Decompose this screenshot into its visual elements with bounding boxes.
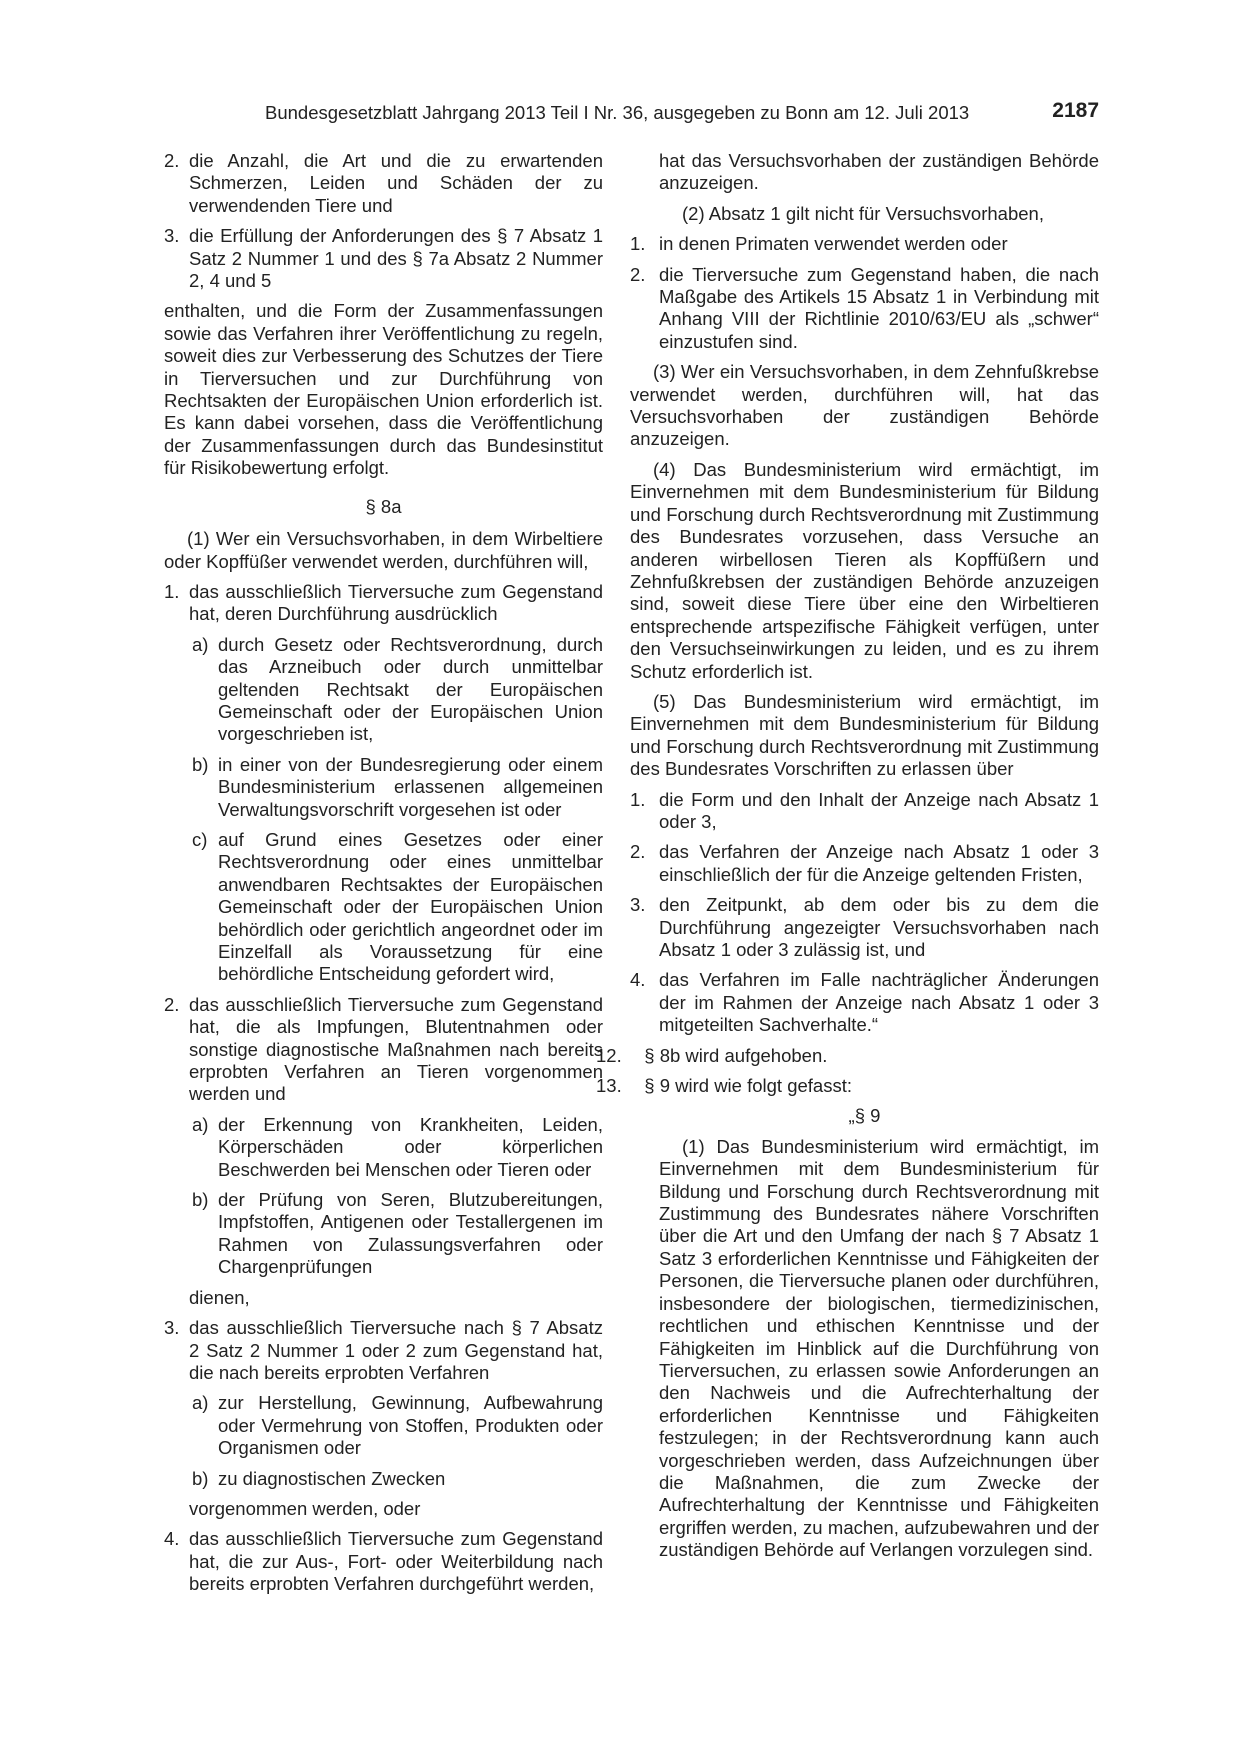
item-letter: b) [192, 753, 209, 775]
section-heading: „§ 9 [848, 1105, 881, 1127]
sub-list-item [164, 829, 603, 986]
item-text: die Form und den Inhalt der Anzeige nach Absatz 1 oder 3, [659, 788, 1099, 832]
item-text: die Anzahl, die Art und die zu erwartenden Schmerzen, Leiden und Schäden der zu verwendenden Tiere und [189, 150, 603, 216]
item-text: der Prüfung von Seren, Blutzubereitungen, Impfstoffen, Antigenen oder Testallergenen im Rahmen von Zulassungsverfahren oder Chargenprüfungen [218, 1189, 603, 1278]
list-item [164, 994, 603, 1106]
sub-list-item [164, 1189, 603, 1279]
paragraph: (1) Das Bundesministerium wird ermächtigt, im Einvernehmen mit dem Bundesministerium für Bildung und Forschung durch Rechtsverordnung mit Zustimmung des Bundesrates nähere Vorschriften über die Art und den Umfang der nach § 7 Absatz 1 Satz 3 erforderlichen Kenntnisse und Fähigkeiten der Personen, die Tierversuche planen oder durchführen, insbesondere der biologischen, tiermedizinischen, rechtlichen und ethischen Kenntnisse und der Fähigkeiten im Hinblick auf die Durchführung von Tierversuchen, zu erlassen sowie Anforderungen an den Nachweis und die Aufrechterhaltung der erforderlichen Kenntnisse und Fähigkeiten festzulegen; in der Rechtsverordnung kann auch vorgeschrieben werden, dass Aufzeichnungen über die Maßnahmen, die zum Zwecke der Aufrechterhaltung der Kenntnisse und Fähigkeiten ergriffen werden, zu machen, aufzubewahren und der zuständigen Behörde auf Verlangen vorzulegen sind. [659, 1135, 1099, 1561]
paragraph: enthalten, und die Form der Zusammenfassungen sowie das Verfahren ihrer Veröffentlichung zu regeln, soweit dies zur Verbesserung des Schutzes der Tiere in Tierversuchen und zur Durchführung von Rechtsakten der Europäischen Union erforderlich ist. Es kann dabei vorsehen, dass die Veröffentlichung der Zusammenfassungen durch das Bundesinstitut für Risikobewertung erfolgt. [164, 300, 603, 479]
item-number: 2. [630, 841, 646, 863]
item-tail: dienen, [189, 1286, 250, 1308]
item-text: zur Herstellung, Gewinnung, Aufbewahrung oder Vermehrung von Stoffen, Produkten oder Organismen oder [218, 1392, 603, 1459]
list-item [164, 1317, 603, 1384]
item-letter: c) [192, 828, 208, 850]
item-tail: vorgenommen werden, oder [189, 1497, 421, 1519]
item-text: die Tierversuche zum Gegenstand haben, die nach Maßgabe des Artikels 15 Absatz 1 in Verbindung mit Anhang VIII der Richtlinie 2010/63/EU als „schwer“ einzustufen sind. [659, 263, 1099, 352]
item-text: den Zeitpunkt, ab dem oder bis zu dem die Durchführung angezeigter Versuchsvorhaben nach Absatz 1 oder 3 zulässig ist, und [659, 894, 1099, 960]
item-letter: a) [192, 1113, 209, 1135]
item-text: das ausschließlich Tierversuche zum Gegenstand hat, die zur Aus-, Fort- oder Weiterbildung nach bereits erprobten Verfahren durchgeführt werden, [189, 1528, 603, 1595]
sub-list-item [164, 1392, 603, 1459]
amendment-item [596, 1075, 1099, 1097]
page-number: 2187 [1052, 99, 1099, 122]
item-text: der Erkennung von Krankheiten, Leiden, Körperschäden oder körperlichen Beschwerden bei Menschen oder Tieren oder [218, 1113, 603, 1180]
item-text: das ausschließlich Tierversuche zum Gegenstand hat, deren Durchführung ausdrücklich [189, 580, 603, 625]
item-number: 1. [164, 580, 180, 602]
item-text: in denen Primaten verwendet werden oder [659, 233, 1008, 255]
page-header [0, 101, 1241, 131]
item-number: 2. [630, 263, 646, 285]
item-text: das ausschließlich Tierversuche zum Gegenstand hat, die als Impfungen, Blutentnahmen oder sonstige diagnostische Maßnahmen nach bereits erprobten Verfahren an Tieren vorgenommen werden und [189, 993, 603, 1105]
list-item [164, 225, 603, 292]
section-heading: § 8a [365, 495, 402, 517]
running-head: Bundesgesetzblatt Jahrgang 2013 Teil I Nr. 36, ausgegeben zu Bonn am 12. Juli 2013 [265, 102, 970, 123]
item-text: durch Gesetz oder Rechtsverordnung, durch das Arzneibuch oder durch unmittelbar geltenden Rechtsakt der Europäischen Gemeinschaft oder der Europäischen Union vorgeschrieben ist, [218, 633, 603, 745]
amendment-number: 13. [596, 1075, 622, 1097]
sub-list-item [164, 754, 603, 821]
item-letter: b) [192, 1467, 209, 1489]
list-item [630, 264, 1099, 354]
item-text: das Verfahren der Anzeige nach Absatz 1 oder 3 einschließlich der für die Anzeige geltenden Fristen, [659, 841, 1099, 885]
item-number: 1. [630, 233, 646, 255]
sub-list-item [164, 1114, 603, 1181]
left-column [164, 150, 603, 1604]
amendment-number: 12. [596, 1044, 622, 1066]
paragraph: hat das Versuchsvorhaben der zuständigen Behörde anzuzeigen. [659, 150, 1099, 194]
item-text: in einer von der Bundesregierung oder einem Bundesministerium erlassenen allgemeinen Verwaltungsvorschrift vorgesehen ist oder [218, 753, 603, 820]
item-text: die Erfüllung der Anforderungen des § 7 Absatz 1 Satz 2 Nummer 1 und des § 7a Absatz 2 Nummer 2, 4 und 5 [189, 225, 603, 292]
item-number: 3. [164, 225, 180, 247]
sub-list-item [164, 634, 603, 746]
item-number: 1. [630, 788, 646, 810]
item-number: 3. [164, 1317, 180, 1339]
item-text: auf Grund eines Gesetzes oder einer Rechtsverordnung oder eines unmittelbar anwendbaren Rechtsaktes der Europäischen Gemeinschaft oder der Europäischen Union behördlich oder gerichtlich angeordnet oder im Einzelfall als Voraussetzung für eine behördliche Entscheidung gefordert wird, [218, 828, 603, 985]
list-item [630, 969, 1099, 1036]
list-item [630, 841, 1099, 886]
item-letter: a) [192, 633, 209, 655]
paragraph: (4) Das Bundesministerium wird ermächtigt, im Einvernehmen mit dem Bundesministerium für Bildung und Forschung durch Rechtsverordnung mit Zustimmung des Bundesrates vorzusehen, dass Versuche an anderen wirbellosen Tieren als Kopffüßern und Zehnfußkrebsen der zuständigen Behörde anzuzeigen sind, soweit diese Tiere über eine den Wirbeltieren entsprechende artspezifische Fähigkeit verfügen, unter den Versuchseinwirkungen zu leiden, und es zu ihrem Schutz erforderlich ist. [630, 458, 1099, 682]
list-item [164, 581, 603, 626]
sub-list-item [164, 1468, 603, 1490]
amendment-text: § 9 wird wie folgt gefasst: [644, 1075, 852, 1097]
item-text: zu diagnostischen Zwecken [218, 1467, 446, 1489]
paragraph: (3) Wer ein Versuchsvorhaben, in dem Zehnfußkrebse verwendet werden, durchführen will, hat das Versuchsvorhaben der zuständigen Behörde anzuzeigen. [630, 361, 1099, 450]
item-number: 4. [164, 1528, 180, 1550]
paragraph: (1) Wer ein Versuchsvorhaben, in dem Wirbeltiere oder Kopffüßer verwendet werden, durchführen will, [164, 528, 603, 572]
item-number: 3. [630, 894, 646, 916]
paragraph: (2) Absatz 1 gilt nicht für Versuchsvorhaben, [682, 202, 1044, 224]
amendment-item [596, 1044, 1099, 1067]
list-item [164, 150, 603, 217]
right-column [596, 150, 1099, 1562]
item-number: 2. [164, 150, 180, 171]
list-item [630, 233, 1099, 255]
paragraph: (5) Das Bundesministerium wird ermächtigt, im Einvernehmen mit dem Bundesministerium für Bildung und Forschung durch Rechtsverordnung mit Zustimmung des Bundesrates Vorschriften zu erlassen über [630, 690, 1099, 780]
list-item [630, 789, 1099, 834]
item-letter: a) [192, 1392, 209, 1414]
item-letter: b) [192, 1189, 209, 1211]
amendment-text: § 8b wird aufgehoben. [644, 1044, 828, 1066]
item-number: 4. [630, 969, 646, 991]
list-item [164, 1528, 603, 1595]
list-item [630, 894, 1099, 961]
item-number: 2. [164, 993, 180, 1015]
item-text: das ausschließlich Tierversuche nach § 7 Absatz 2 Satz 2 Nummer 1 oder 2 zum Gegenstand hat, die nach bereits erprobten Verfahren [189, 1317, 603, 1383]
item-text: das Verfahren im Falle nachträglicher Änderungen der im Rahmen der Anzeige nach Absatz 1 oder 3 mitgeteilten Sachverhalte.“ [659, 969, 1099, 1036]
